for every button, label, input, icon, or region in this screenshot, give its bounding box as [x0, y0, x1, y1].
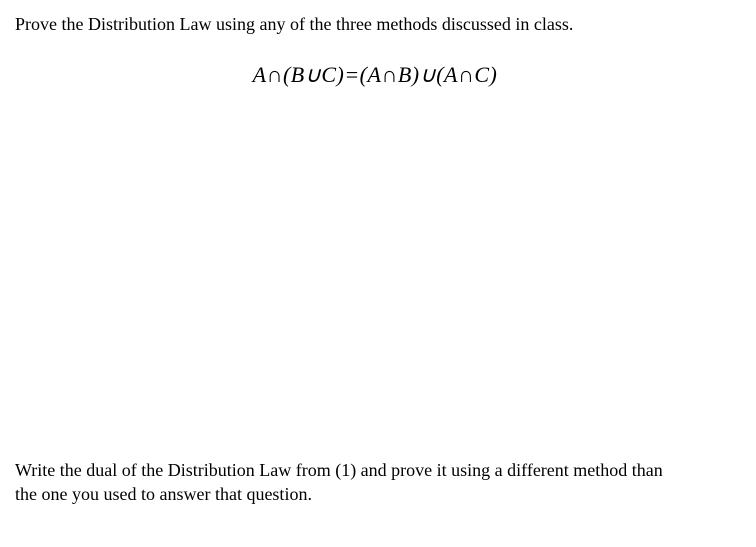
question-2-line-1: Write the dual of the Distribution Law from (1) and prove it using a different method than	[15, 460, 663, 480]
question-2-line-2: the one you used to answer that question.	[15, 484, 312, 504]
distribution-law-formula: A∩(B∪C)=(A∩B)∪(A∩C)	[252, 62, 498, 87]
question-1-prompt: Prove the Distribution Law using any of the three methods discussed in class.	[15, 14, 574, 34]
question-2-prompt	[15, 458, 735, 506]
